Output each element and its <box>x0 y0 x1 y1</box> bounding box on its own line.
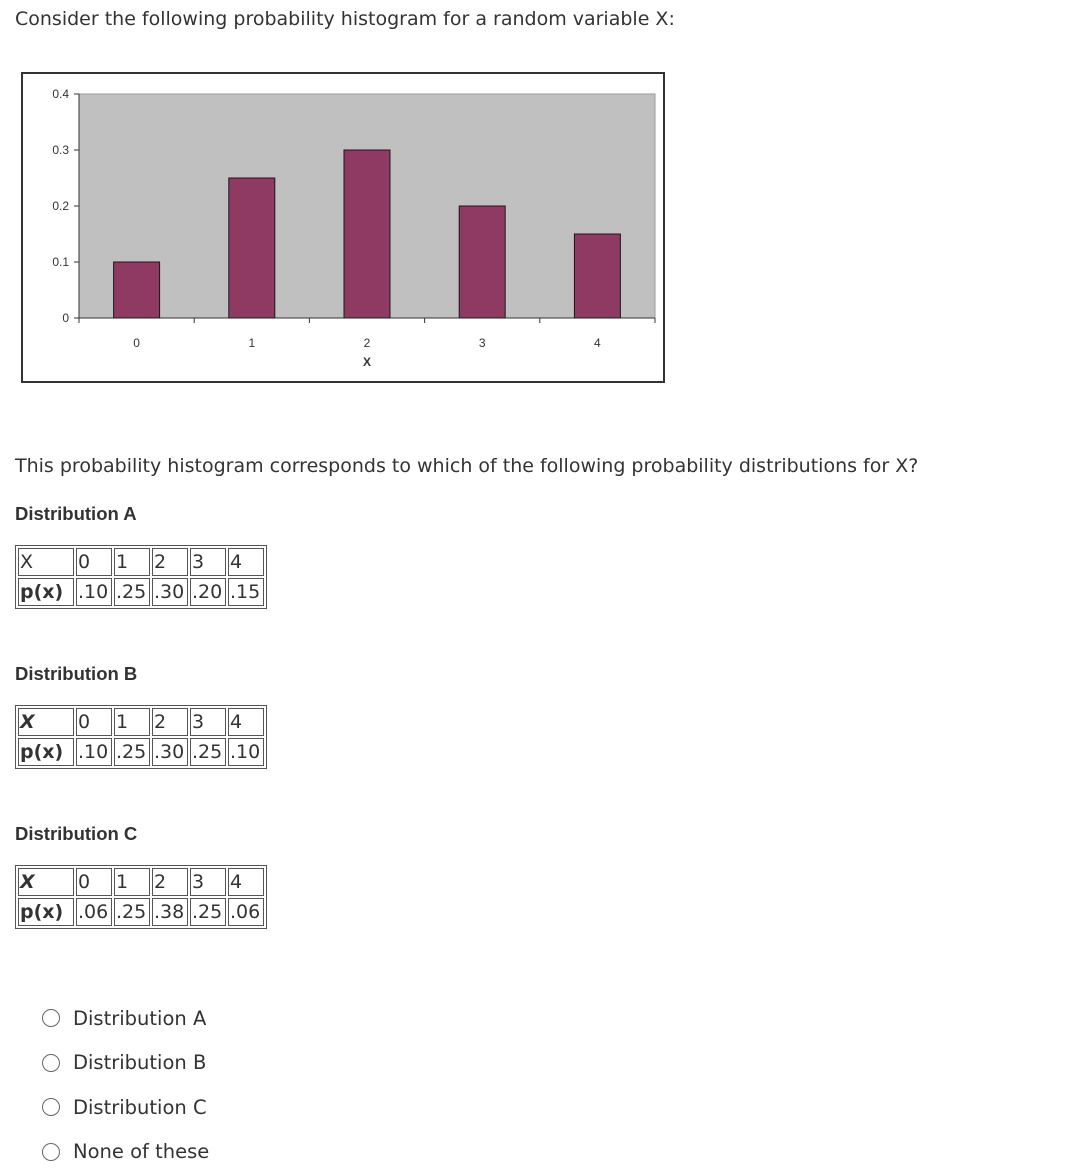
distribution-c-table <box>15 865 267 929</box>
distribution-b-table <box>15 705 267 769</box>
x-cell: 0 <box>76 708 112 736</box>
radio-button[interactable] <box>42 1143 60 1161</box>
x-cell: 2 <box>152 868 188 896</box>
x-tick-label: 3 <box>479 336 486 350</box>
table-row <box>18 898 264 926</box>
table-row <box>18 548 264 576</box>
x-cell: 1 <box>114 708 150 736</box>
y-tick-label: 0.1 <box>52 255 69 269</box>
x-cell: 0 <box>76 548 112 576</box>
x-axis-title: X <box>363 355 371 369</box>
p-cell: .15 <box>228 578 264 606</box>
option-label: Distribution B <box>73 1051 206 1074</box>
option-distribution-b[interactable] <box>42 1041 209 1086</box>
p-header-cell: p(x) <box>18 898 74 926</box>
x-cell: 3 <box>190 868 226 896</box>
x-tick-label: 2 <box>364 336 371 350</box>
distribution-a-table <box>15 545 267 609</box>
p-cell: .25 <box>190 738 226 766</box>
p-cell: .30 <box>152 578 188 606</box>
distribution-c-heading: Distribution C <box>15 823 137 845</box>
x-cell: 4 <box>228 548 264 576</box>
option-distribution-a[interactable] <box>42 996 209 1041</box>
distribution-a-heading: Distribution A <box>15 503 137 525</box>
p-cell: .06 <box>76 898 112 926</box>
p-cell: .30 <box>152 738 188 766</box>
bar <box>574 234 620 318</box>
y-tick-label: 0.2 <box>52 199 69 213</box>
question-text: Consider the following probability histogram for a random variable X: <box>15 8 675 30</box>
bar <box>229 178 275 318</box>
option-distribution-c[interactable] <box>42 1085 209 1130</box>
radio-button[interactable] <box>42 1054 60 1072</box>
x-cell: 3 <box>190 548 226 576</box>
x-tick-label: 4 <box>594 336 601 350</box>
x-cell: 4 <box>228 708 264 736</box>
distribution-b-heading: Distribution B <box>15 663 137 685</box>
table-row <box>18 708 264 736</box>
option-label: None of these <box>73 1140 209 1163</box>
p-header-cell: p(x) <box>18 578 74 606</box>
table-row <box>18 868 264 896</box>
p-header-cell: p(x) <box>18 738 74 766</box>
bar <box>344 150 390 318</box>
x-cell: 0 <box>76 868 112 896</box>
p-cell: .25 <box>114 898 150 926</box>
table-row <box>18 578 264 606</box>
x-tick-label: 1 <box>248 336 255 350</box>
table-row <box>18 738 264 766</box>
radio-button[interactable] <box>42 1098 60 1116</box>
x-header-cell: X <box>18 868 74 896</box>
p-cell: .10 <box>76 578 112 606</box>
x-cell: 2 <box>152 548 188 576</box>
y-tick-label: 0.3 <box>52 143 69 157</box>
y-tick-label: 0 <box>62 311 69 325</box>
x-cell: 4 <box>228 868 264 896</box>
p-cell: .10 <box>76 738 112 766</box>
y-tick-label: 0.4 <box>52 87 69 101</box>
p-cell: .38 <box>152 898 188 926</box>
radio-button[interactable] <box>42 1009 60 1027</box>
x-header-cell: X <box>18 708 74 736</box>
p-cell: .20 <box>190 578 226 606</box>
bar <box>459 206 505 318</box>
answer-options <box>42 996 209 1174</box>
histogram-svg <box>23 74 663 381</box>
p-cell: .25 <box>190 898 226 926</box>
prompt-text: This probability histogram corresponds to which of the following probability distributions for X? <box>15 455 918 477</box>
p-cell: .25 <box>114 738 150 766</box>
probability-histogram <box>21 72 665 383</box>
x-cell: 3 <box>190 708 226 736</box>
p-cell: .25 <box>114 578 150 606</box>
x-header-cell: X <box>18 548 74 576</box>
x-cell: 1 <box>114 868 150 896</box>
option-label: Distribution C <box>73 1096 207 1119</box>
p-cell: .10 <box>228 738 264 766</box>
x-tick-label: 0 <box>133 336 140 350</box>
x-cell: 2 <box>152 708 188 736</box>
option-label: Distribution A <box>73 1007 206 1030</box>
option-none-of-these[interactable] <box>42 1130 209 1174</box>
p-cell: .06 <box>228 898 264 926</box>
x-cell: 1 <box>114 548 150 576</box>
bar <box>114 262 160 318</box>
